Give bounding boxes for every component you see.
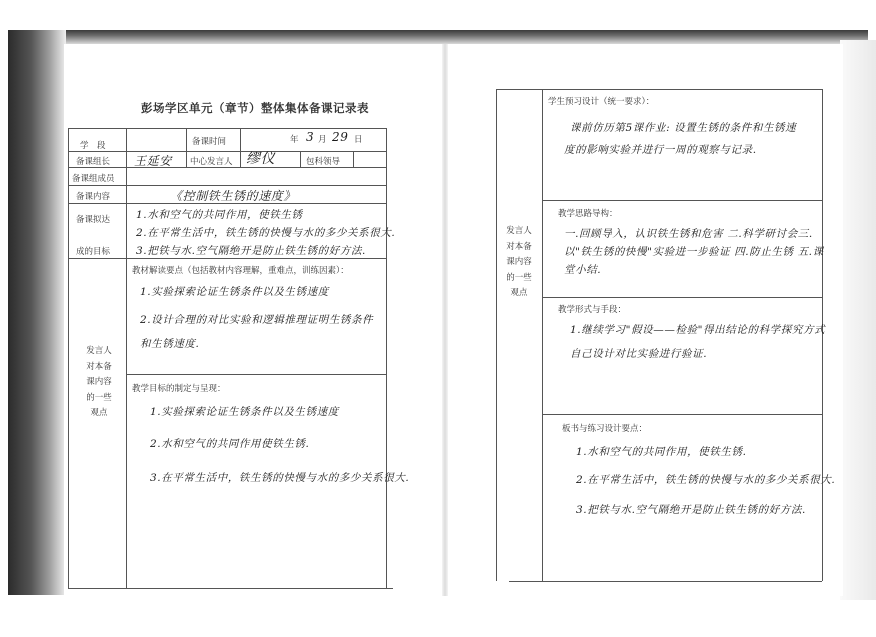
analysis-line-3: 和生锈速度. (140, 338, 200, 350)
goal-item-2: 2.水和空气的共同作用使铁生锈. (150, 438, 310, 450)
thinking-heading: 教学思路导构： (558, 209, 618, 219)
thinking-line-3: 堂小结. (564, 264, 602, 276)
zuzhang-name: 王延安 (134, 154, 172, 168)
analysis-heading: 教材解读要点（包括教材内容理解，重难点，训练因素）： (132, 266, 349, 276)
fayanren-name: 缪仪 (246, 151, 276, 167)
thinking-line-2: 以"铁生锈的快慢"实验进一步验证 四.防止生锈 五.课 (564, 246, 824, 258)
left-side-label: 发言人对本备课内容的一些观点 (86, 346, 112, 418)
goal-heading: 教学目标的制定与呈现： (132, 384, 226, 394)
date-nian: 年 (290, 135, 299, 145)
neirong-value: 《控制铁生锈的速度》 (170, 189, 297, 203)
board-line-1: 1.水和空气的共同作用，使铁生锈. (576, 446, 747, 458)
date-yue: 月 (318, 135, 327, 145)
thinking-line-1: 一.回顾导入，认识铁生锈和危害 二.科学研讨会三. (564, 228, 813, 240)
analysis-line-2: 2.设计合理的对比实验和逻辑推理证明生锈条件 (140, 314, 374, 326)
label-zuzhang: 备课组长 (76, 157, 111, 167)
label-beike-time: 备课时间 (192, 137, 227, 147)
method-heading: 教学形式与手段： (558, 305, 627, 315)
method-line-1: 1.继续学习"假设——检验"得出结论的科学探究方式 (570, 324, 826, 336)
label-niding-1: 备课拟达 (76, 215, 111, 225)
goal-line-3: 3.把铁与水.空气隔绝开是防止铁生锈的好方法. (136, 245, 366, 257)
goal-line-1: 1.水和空气的共同作用，使铁生锈 (136, 209, 303, 221)
date-month: 3 (306, 130, 315, 144)
board-heading: 板书与练习设计要点： (562, 424, 648, 434)
page-gutter (442, 44, 448, 596)
page-title: 彭场学区单元（章节）整体集体备课记录表 (141, 101, 369, 115)
goal-item-1: 1.实验探索论证生锈条件以及生锈速度 (150, 406, 339, 418)
label-neirong: 备课内容 (76, 192, 111, 202)
board-line-2: 2.在平常生活中，铁生锈的快慢与水的多少关系很大. (576, 474, 836, 486)
preview-line-1: 课前仿历第5课作业: 设置生锈的条件和生锈速 (570, 122, 797, 134)
scan-shadow-left (8, 30, 66, 595)
scan-shadow-top (10, 30, 868, 44)
label-niding-2: 成的目标 (76, 247, 111, 257)
label-xueduan: 学 段 (80, 141, 106, 151)
label-baoke: 包科领导 (306, 157, 341, 167)
preview-line-2: 度的影响实验并进行一周的观察与记录. (564, 144, 757, 156)
method-line-2: 自己设计对比实验进行验证. (570, 348, 708, 360)
label-chengyuan: 备课组成员 (72, 174, 115, 184)
right-side-label: 发言人对本备课内容的一些观点 (506, 226, 532, 298)
preview-heading: 学生预习设计（统一要求）： (548, 97, 655, 107)
analysis-line-1: 1.实验探索论证生锈条件以及生锈速度 (140, 286, 329, 298)
board-line-3: 3.把铁与水.空气隔绝开是防止铁生锈的好方法. (576, 504, 806, 516)
date-ri: 日 (354, 135, 363, 145)
goal-item-3: 3.在平常生活中，铁生锈的快慢与水的多少关系很大. (150, 472, 410, 484)
date-day: 29 (332, 130, 349, 144)
goal-line-2: 2.在平常生活中，铁生锈的快慢与水的多少关系很大. (136, 227, 396, 239)
scan-shade-right (840, 40, 876, 600)
label-fayanren: 中心发言人 (190, 157, 233, 167)
